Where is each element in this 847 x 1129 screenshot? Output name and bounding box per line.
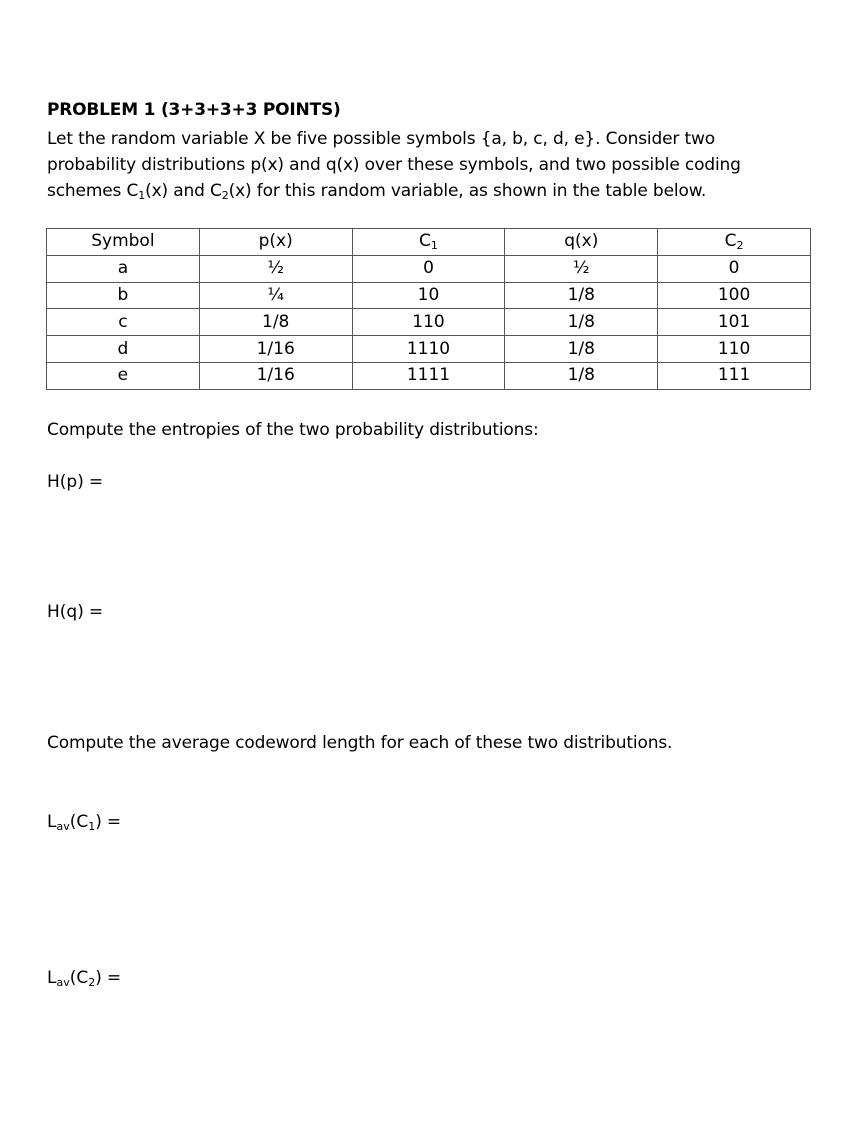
cell-q: 1/8: [505, 282, 658, 309]
entropy-prompt: Compute the entropies of the two probability distributions:: [47, 420, 539, 440]
cell-c2: 110: [658, 336, 811, 363]
lav2-open: (C: [69, 968, 89, 988]
intro-line-2: probability distributions p(x) and q(x) over these symbols, and two possible coding: [47, 155, 741, 175]
coding-table: [46, 228, 811, 390]
cell-q: 1/8: [505, 362, 658, 389]
cell-c2: 100: [658, 282, 811, 309]
lav1-answer-line: [47, 812, 121, 832]
header-p: p(x): [199, 229, 352, 256]
subscript: 2: [221, 189, 229, 202]
cell-p: 1/16: [199, 336, 352, 363]
table-row: [47, 336, 811, 363]
length-prompt: Compute the average codeword length for each of these two distributions.: [47, 733, 673, 753]
subscript: 2: [736, 239, 744, 253]
subscript: 1: [138, 189, 146, 202]
cell-q: 1/8: [505, 309, 658, 336]
problem-title: PROBLEM 1 (3+3+3+3 POINTS): [47, 100, 341, 120]
subscript: 1: [88, 820, 96, 833]
intro-line-1: Let the random variable X be five possible symbols {a, b, c, d, e}. Consider two: [47, 129, 716, 149]
equals-sign: =: [88, 602, 104, 622]
cell-p: ¼: [199, 282, 352, 309]
cell-symbol: c: [47, 309, 200, 336]
hq-label: H(q): [47, 602, 84, 622]
header-c1: [352, 229, 505, 256]
lav-letter: L: [47, 812, 57, 832]
table-header-row: [47, 229, 811, 256]
header-c2: [658, 229, 811, 256]
header-c2-label: C: [724, 231, 737, 252]
equals-sign: =: [106, 968, 122, 988]
cell-c1: 1111: [352, 362, 505, 389]
cell-c2: 111: [658, 362, 811, 389]
header-c1-label: C: [419, 231, 431, 252]
cell-c1: 110: [352, 309, 505, 336]
equals-sign: =: [106, 812, 122, 832]
intro-line-3: [47, 178, 817, 204]
lav2-answer-line: [47, 968, 121, 988]
equals-sign: =: [88, 472, 104, 492]
intro-text-part: (x) and C: [145, 181, 222, 201]
cell-p: ½: [199, 255, 352, 282]
subscript: av: [56, 976, 70, 989]
hp-answer-line: [47, 472, 103, 492]
intro-text-part: (x) for this random variable, as shown in the table below.: [228, 181, 707, 201]
cell-p: 1/8: [199, 309, 352, 336]
cell-c1: 10: [352, 282, 505, 309]
table-row: [47, 309, 811, 336]
lav1-open: (C: [69, 812, 89, 832]
subscript: 2: [88, 976, 96, 989]
cell-c2: 0: [658, 255, 811, 282]
intro-text-part: schemes C: [47, 181, 139, 201]
table-row: [47, 282, 811, 309]
subscript: 1: [430, 239, 438, 253]
table-row: [47, 362, 811, 389]
lav-letter: L: [47, 968, 57, 988]
lav1-close: ): [95, 812, 102, 832]
cell-symbol: a: [47, 255, 200, 282]
cell-symbol: b: [47, 282, 200, 309]
subscript: av: [56, 820, 70, 833]
cell-p: 1/16: [199, 362, 352, 389]
cell-symbol: d: [47, 336, 200, 363]
header-q: q(x): [505, 229, 658, 256]
cell-c1: 1110: [352, 336, 505, 363]
table-row: [47, 255, 811, 282]
problem-intro: [47, 126, 817, 204]
cell-c2: 101: [658, 309, 811, 336]
header-symbol: Symbol: [47, 229, 200, 256]
hp-label: H(p): [47, 472, 84, 492]
cell-symbol: e: [47, 362, 200, 389]
cell-q: ½: [505, 255, 658, 282]
hq-answer-line: [47, 602, 103, 622]
cell-c1: 0: [352, 255, 505, 282]
lav2-close: ): [95, 968, 102, 988]
cell-q: 1/8: [505, 336, 658, 363]
